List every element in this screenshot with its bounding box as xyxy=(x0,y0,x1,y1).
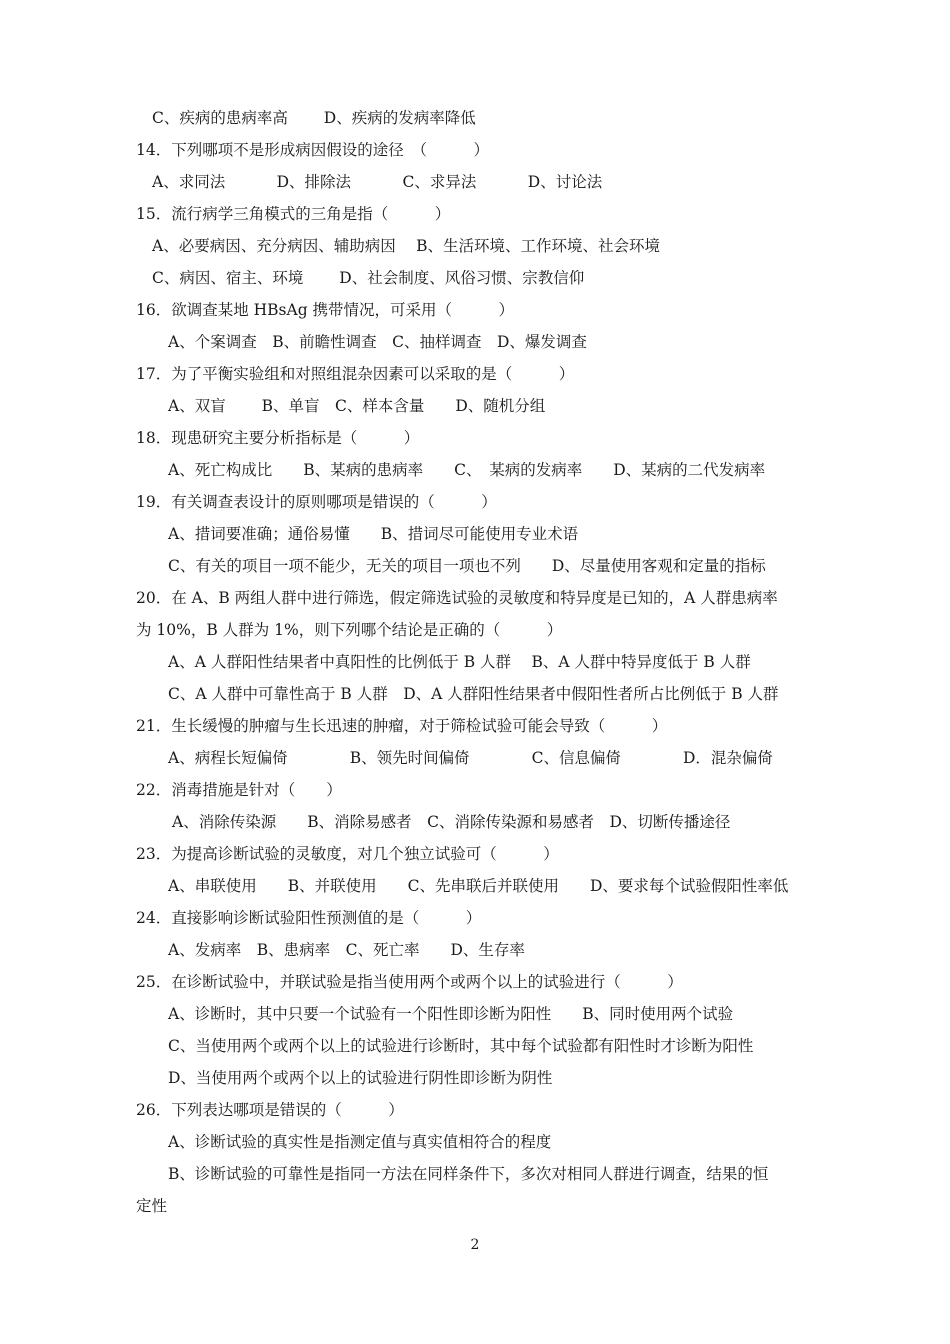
question-26: 26．下列表达哪项是错误的（ ） xyxy=(136,1101,404,1119)
question-14: 14．下列哪项不是形成病因假设的途径 （ ） xyxy=(136,141,489,159)
question-17: 17．为了平衡实验组和对照组混杂因素可以采取的是（ ） xyxy=(136,365,575,383)
options-21: A、病程长短偏倚 B、领先时间偏倚 C、信息偏倚 D．混杂偏倚 xyxy=(168,749,773,767)
options-22: A、消除传染源 B、消除易感者 C、消除传染源和易感者 D、切断传播途径 xyxy=(172,813,731,831)
options-26-b-cont: 定性 xyxy=(136,1197,168,1215)
question-20: 20．在 A、B 两组人群中进行筛选，假定筛选试验的灵敏度和特异度是已知的，A 人群患病率 xyxy=(136,589,778,607)
question-22: 22．消毒措施是针对（ ） xyxy=(136,781,342,799)
options-25-ab: A、诊断时，其中只要一个试验有一个阳性即诊断为阳性 B、同时使用两个试验 xyxy=(168,1005,734,1023)
options-20-ab: A、A 人群阳性结果者中真阳性的比例低于 B 人群 B、A 人群中特异度低于 B 人群 xyxy=(168,653,751,671)
options-19-ab: A、措词要准确；通俗易懂 B、措词尽可能使用专业术语 xyxy=(168,525,579,543)
options-18: A、死亡构成比 B、某病的患病率 C、 某病的发病率 D、某病的二代发病率 xyxy=(168,461,766,479)
options-15-cd: C、病因、宿主、环境 D、社会制度、风俗习惯、宗教信仰 xyxy=(152,269,585,287)
options-15-ab: A、必要病因、充分病因、辅助病因 B、生活环境、工作环境、社会环境 xyxy=(152,237,661,255)
question-21: 21．生长缓慢的肿瘤与生长迅速的肿瘤，对于筛检试验可能会导致（ ） xyxy=(136,717,668,735)
options-17: A、双盲 B、单盲 C、样本含量 D、随机分组 xyxy=(168,397,546,415)
question-23: 23．为提高诊断试验的灵敏度，对几个独立试验可（ ） xyxy=(136,845,559,863)
question-20-cont: 为 10%，B 人群为 1%，则下列哪个结论是正确的（ ） xyxy=(136,621,563,639)
options-19-cd: C、有关的项目一项不能少，无关的项目一项也不列 D、尽量使用客观和定量的指标 xyxy=(168,557,766,575)
options-26-b: B、诊断试验的可靠性是指同一方法在同样条件下，多次对相同人群进行调查，结果的恒 xyxy=(168,1165,769,1183)
options-14: A、求同法 D、排除法 C、求异法 D、讨论法 xyxy=(152,173,603,191)
question-18: 18．现患研究主要分析指标是（ ） xyxy=(136,429,420,447)
options-23: A、串联使用 B、并联使用 C、先串联后并联使用 D、要求每个试验假阳性率低 xyxy=(168,877,789,895)
question-16: 16．欲调查某地 HBsAg 携带情况，可采用（ ） xyxy=(136,301,515,319)
question-24: 24．直接影响诊断试验阳性预测值的是（ ） xyxy=(136,909,482,927)
options-20-cd: C、A 人群中可靠性高于 B 人群 D、A 人群阳性结果者中假阳性者所占比例低于 B 人群 xyxy=(168,685,779,703)
text-line: C、疾病的患病率高 D、疾病的发病率降低 xyxy=(152,109,476,127)
options-26-a: A、诊断试验的真实性是指测定值与真实值相符合的程度 xyxy=(168,1133,552,1151)
options-25-c: C、当使用两个或两个以上的试验进行诊断时，其中每个试验都有阳性时才诊断为阳性 xyxy=(168,1037,754,1055)
options-25-d: D、当使用两个或两个以上的试验进行阴性即诊断为阴性 xyxy=(168,1069,553,1087)
question-19: 19．有关调查表设计的原则哪项是错误的（ ） xyxy=(136,493,497,511)
options-16: A、个案调查 B、前瞻性调查 C、抽样调查 D、爆发调查 xyxy=(168,333,587,351)
question-25: 25．在诊断试验中，并联试验是指当使用两个或两个以上的试验进行（ ） xyxy=(136,973,683,991)
options-24: A、发病率 B、患病率 C、死亡率 D、生存率 xyxy=(168,941,525,959)
page-number: 2 xyxy=(470,1237,480,1253)
question-15: 15．流行病学三角模式的三角是指（ ） xyxy=(136,205,451,223)
